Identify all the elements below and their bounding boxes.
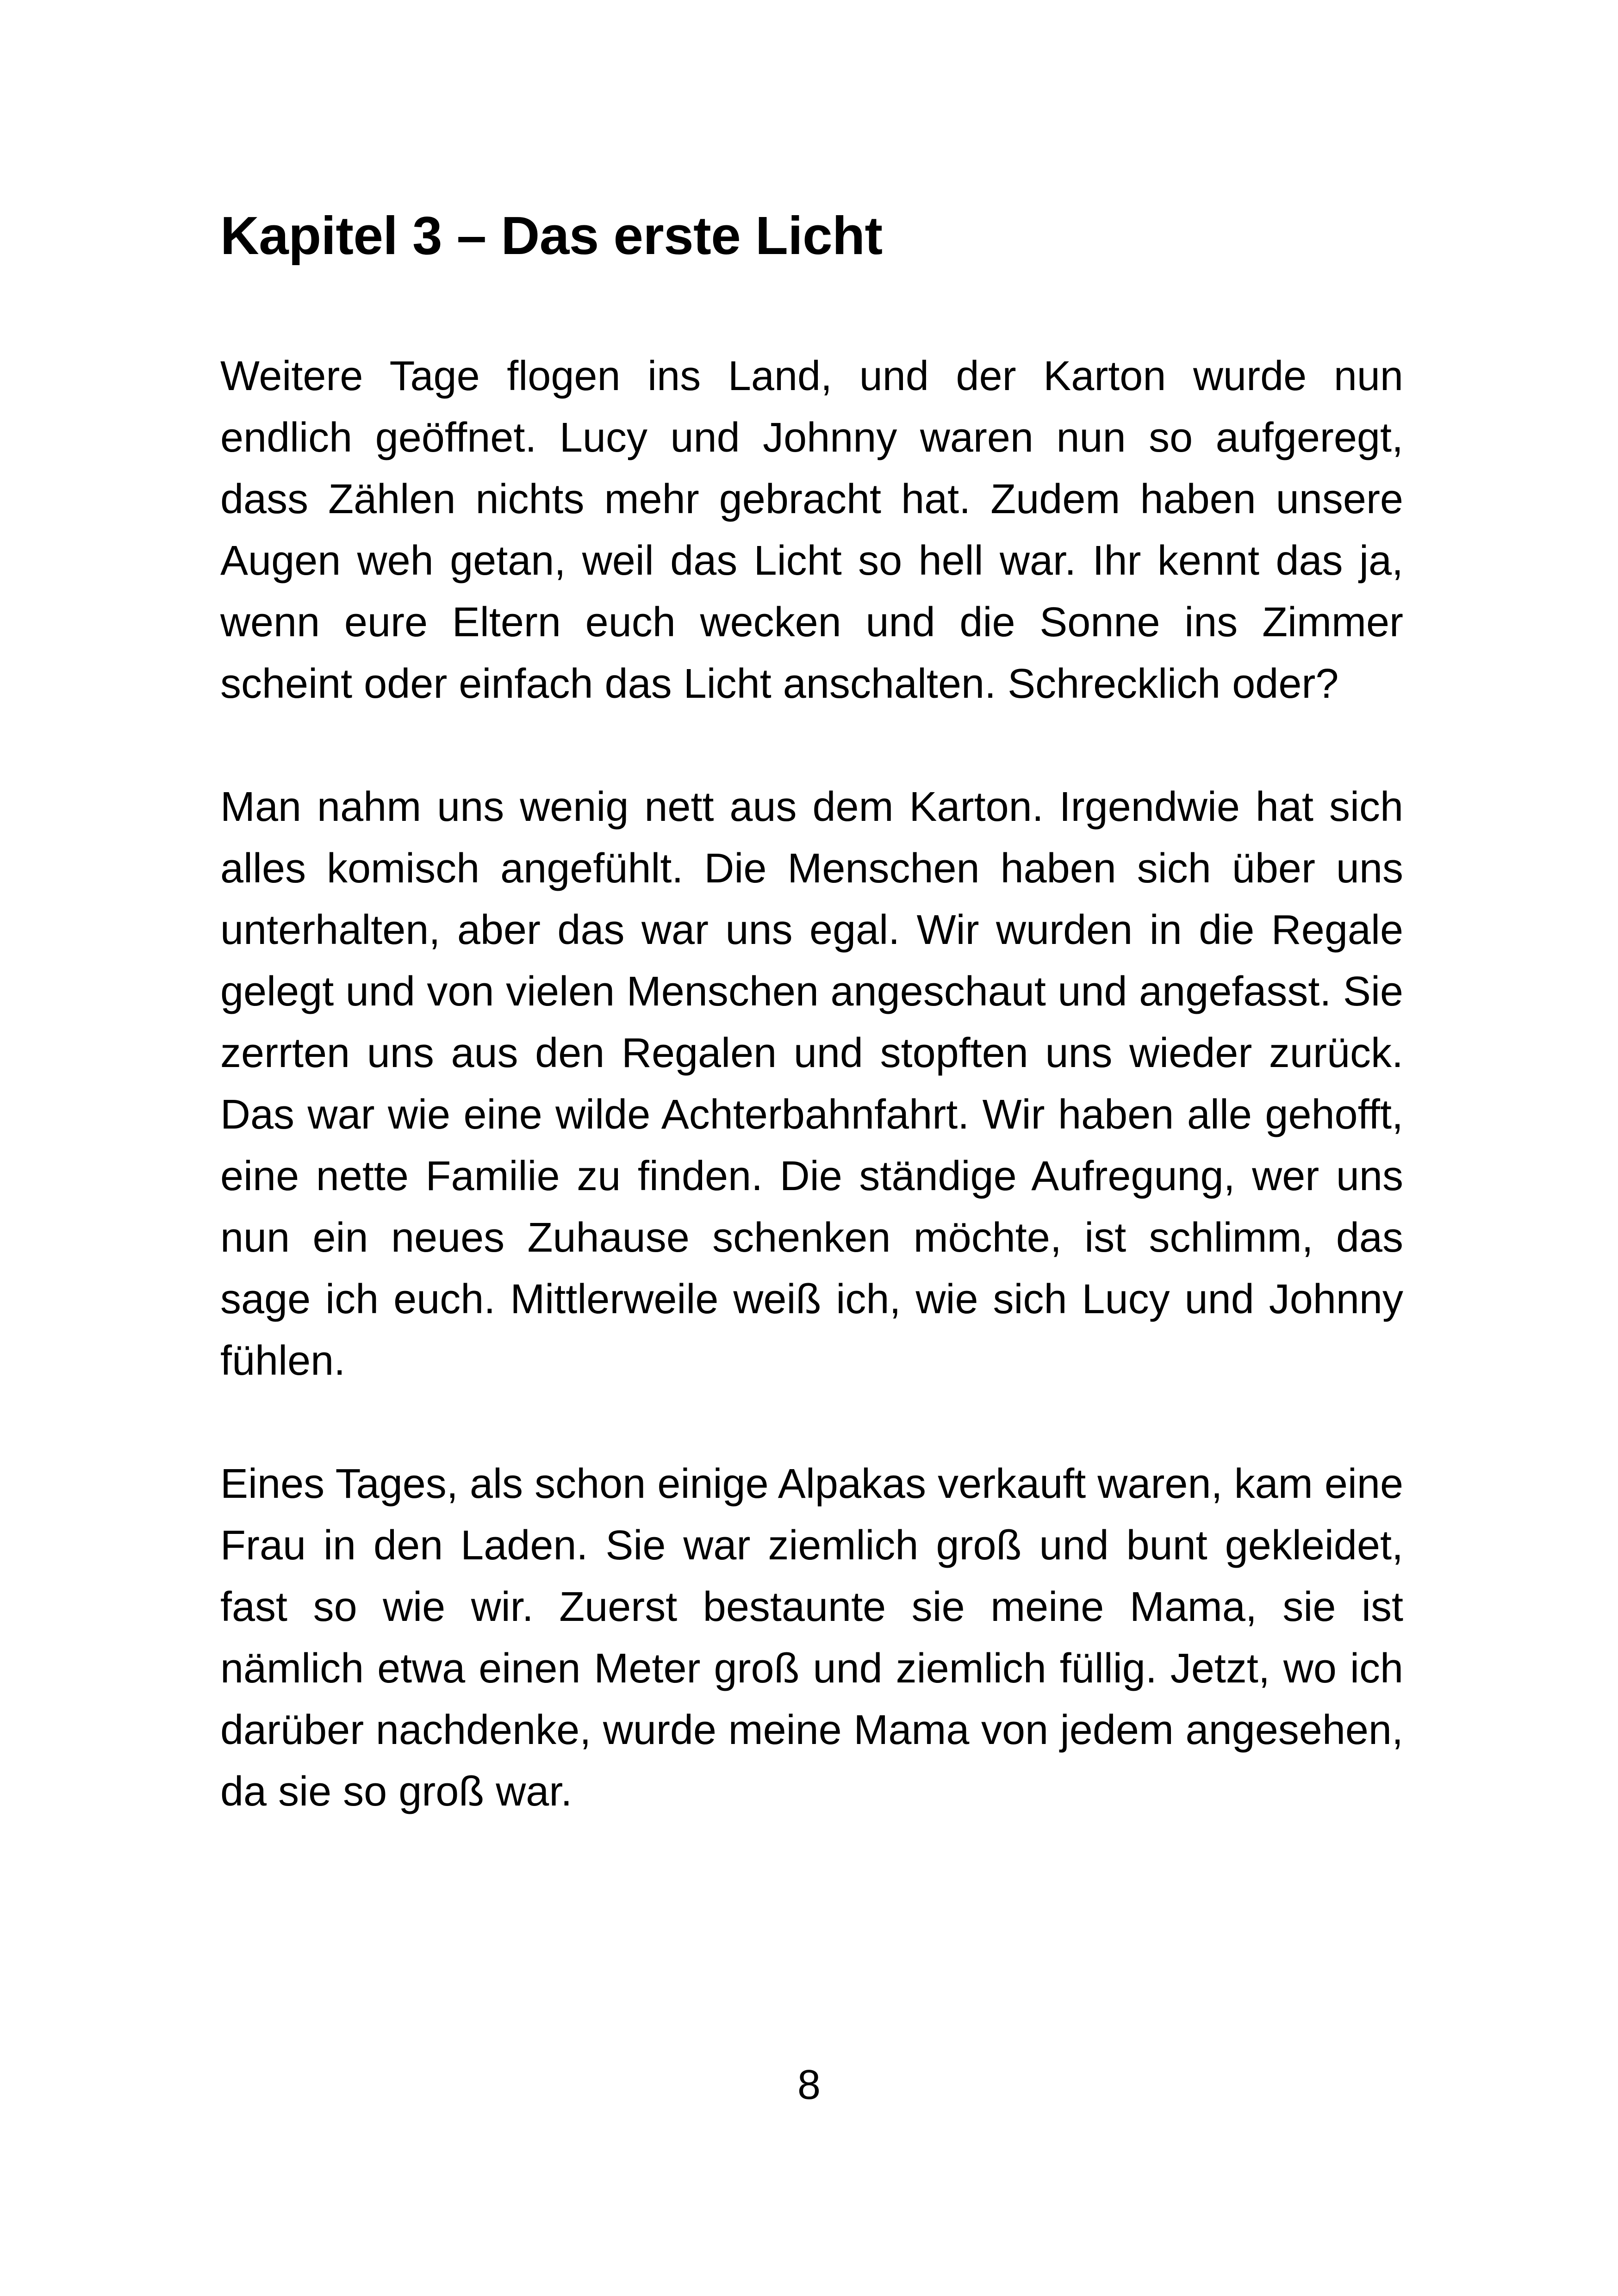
page-number: 8: [797, 2062, 821, 2108]
page-content: [220, 204, 1403, 1823]
chapter-title: Kapitel 3 – Das erste Licht: [220, 205, 883, 266]
paragraph-2: Man nahm uns wenig nett aus dem Karton. Irgendwie hat sich alles komisch angefühlt. Die Menschen haben sich über uns unterhalten, aber das war uns egal. Wir wurden in die Regale gelegt und von vielen Menschen angeschaut und angefasst. Sie zerrten uns aus den Regalen und stopften uns wieder zurück. Das war wie eine wilde Achterbahnfahrt. Wir haben alle gehofft, eine nette Familie zu finden. Die ständige Aufregung, wer uns nun ein neues Zuhause schenken möchte, ist schlimm, das sage ich euch. Mittlerweile weiß ich, wie sich Lucy und Johnny fühlen.: [220, 784, 1403, 1384]
paragraph-3: Eines Tages, als schon einige Alpakas verkauft waren, kam eine Frau in den Laden. Sie war ziemlich groß und bunt gekleidet, fast so wie wir. Zuerst bestaunte sie meine Mama, sie ist nämlich etwa einen Meter groß und ziemlich füllig. Jetzt, wo ich darüber nachdenke, wurde meine Mama von jedem angesehen, da sie so groß war.: [220, 1461, 1403, 1815]
paragraph-1: Weitere Tage flogen ins Land, und der Karton wurde nun endlich geöffnet. Lucy und Johnny waren nun so aufgeregt, dass Zählen nichts mehr gebracht hat. Zudem haben unsere Augen weh getan, weil das Licht so hell war. Ihr kennt das ja, wenn eure Eltern euch wecken und die Sonne ins Zimmer scheint oder einfach das Licht anschalten. Schrecklich oder?: [220, 353, 1403, 707]
